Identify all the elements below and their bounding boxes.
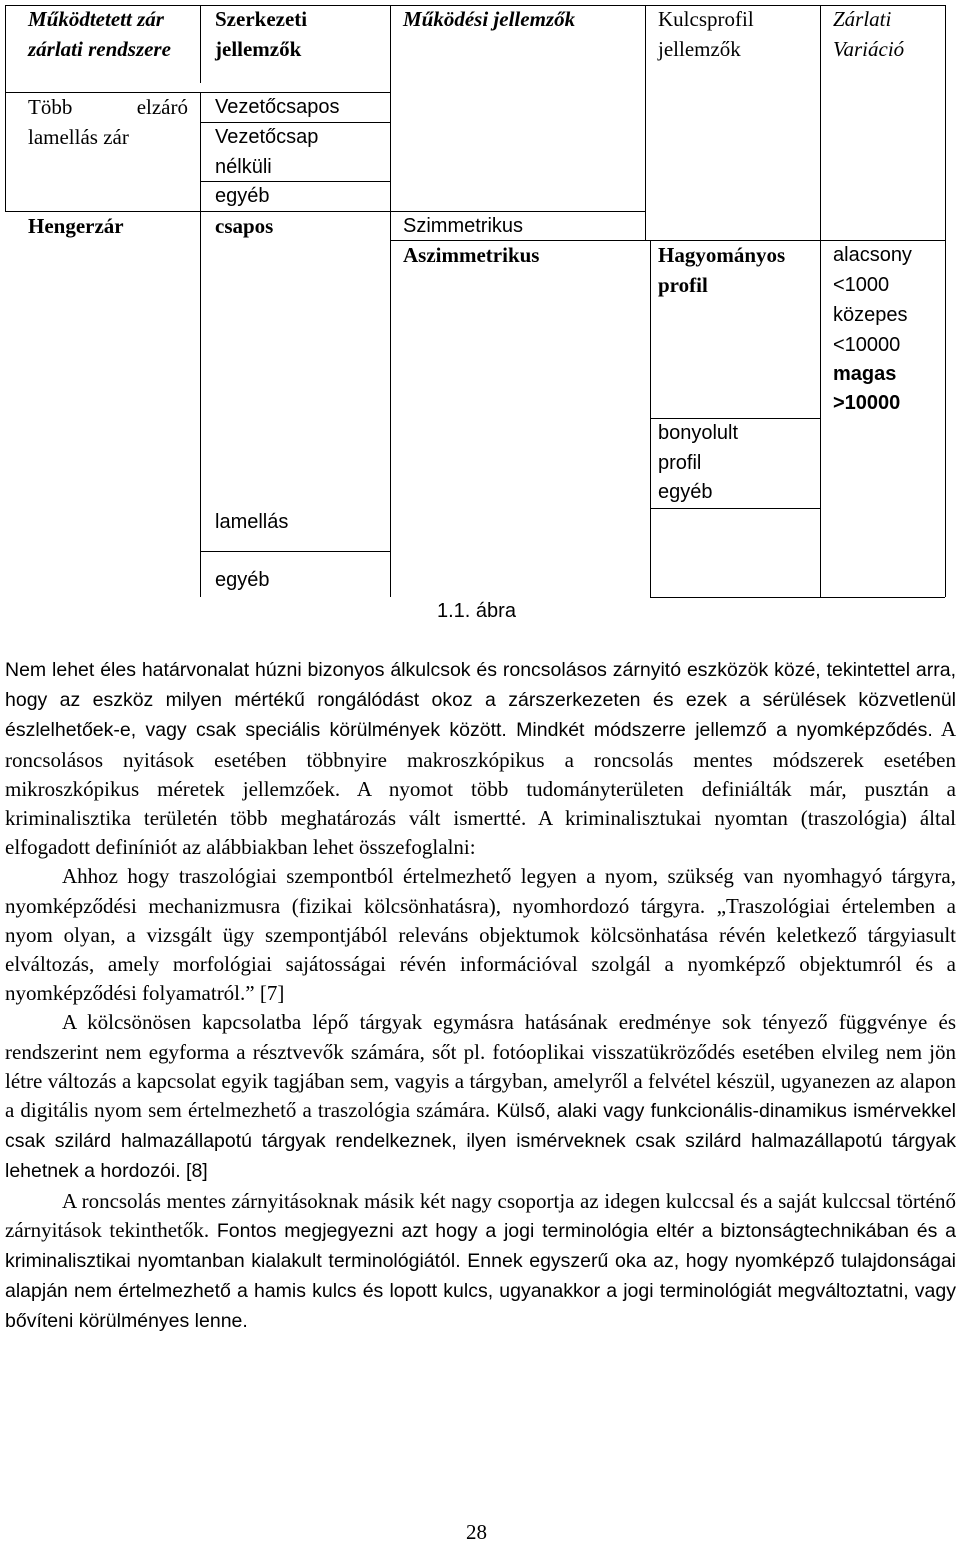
cell-tobb-elzaro: Több elzáró lamellás zár bbox=[28, 95, 188, 149]
body-text bbox=[5, 655, 956, 1337]
cell-lamellas: lamellás bbox=[215, 511, 289, 533]
paragraph-4b: Fontos megjegyezni azt hogy a jogi terminológia eltér a biztonságtechnikában és a kriminalisztikai nyomtanban kialakult terminológiától. Ennek egyszerű oka az, hogy nyomképző tulajdonságai alapján nem értelmezhető a hamis kulcs és lopott kulcs, ugyanakkor a jogi terminológiát megváltoztatni, vagy bővíteni körülményes lenne. bbox=[5, 1219, 956, 1333]
header-col5: Zárlati Variáció bbox=[833, 7, 905, 61]
cell-bonyolult-profil: bonyolult profil bbox=[658, 422, 739, 474]
cell-vezetocsap-nelkuli: Vezetőcsap nélküli bbox=[215, 126, 319, 178]
paragraph-4 bbox=[5, 1187, 956, 1337]
paragraph-3a: A kölcsönösen kapcsolatba lépő tárgyak egymásra hatásának eredménye sok tényező függvénye és rendszerint nem egyforma a résztvevők számára, sőt pl. bbox=[5, 1010, 956, 1064]
cell-szimmetrikus: Szimmetrikus bbox=[403, 215, 524, 237]
paragraph-4a: A roncsolás mentes zárnyitásoknak másik két nagy csoportja az idegen kulccsal és a saját kulccsal történő zárnyitások tekinthetők. bbox=[5, 1188, 956, 1242]
cell-magas-value: >10000 bbox=[833, 392, 901, 414]
header-col1: Működtetett zár zárlati rendszere bbox=[28, 7, 171, 61]
paragraph-2: Ahhoz hogy traszológiai szempontból értelmezhető legyen a nyom, szükség van nyomhagyó tárgyra, nyomképződési mechanizmusra (fizikai kölcsönhatásra), nyomhordozó tárgyra. „Traszológiai értelemben a nyom olyan, a vizsgált ügy szempontjából releváns objektumok kölcsönhatása révén keletkező tárgyiasult elváltozás, amely morfológiai sajátosságai révén információval szolgál a nyomképző objektumról és a nyomképződési folyamatról.” [7] bbox=[5, 864, 956, 1006]
cell-aszimmetrikus: Aszimmetrikus bbox=[403, 243, 540, 267]
cell-kozepes: közepes <10000 bbox=[833, 304, 908, 356]
cell-hagyomanyos-profil: Hagyományos profil bbox=[658, 243, 786, 297]
paragraph-1-sans: Nem lehet éles határvonalat húzni bizonyos álkulcsok és roncsolásos zárnyitó eszközök közé, tekintettel arra, hogy az eszköz milyen mértékű rongálódást okoz a zárszerkezeten és ezek a sérülések közvetlenül észlelhetőek-e, vagy csak speciális körülmények között. Mindkét módszerre jellemző a nyomképződés. bbox=[5, 659, 956, 742]
lock-classification-table bbox=[0, 0, 960, 600]
cell-magas-label: magas bbox=[833, 363, 897, 385]
header-col2: Szerkezeti jellemzők bbox=[215, 7, 308, 61]
figure-caption: 1.1. ábra bbox=[437, 600, 516, 622]
paragraph-3 bbox=[5, 1008, 956, 1186]
paragraph-1-serif: A roncsolásos nyitások esetében többnyire makroszkópikus a roncsolás mentes módszerek esetében mikroszkópikus méretek jellemzőek. A nyomot több tudományterületen definiálták már, pusztán a kriminalisztika területén több meghatározás vált ismertté. A kriminalisztukai nyomtan (traszológia) által elfogadott definíniót az alábbiakban lehet összefoglalni: bbox=[5, 717, 956, 860]
cell-csapos: csapos bbox=[215, 214, 274, 238]
cell-egyeb-2: egyéb bbox=[215, 569, 270, 591]
header-col3: Működési jellemzők bbox=[403, 7, 576, 31]
cell-alacsony: alacsony <1000 bbox=[833, 244, 912, 296]
paragraph-3b: fotóoplikai visszatükröződés esetében elvileg nem jön létre változás a kapcsolat egyik tagjában sem, vagyis a tárgyban, amelyről a felvétel készül, ugyanezen az alapon a digitális nyom sem értelmezhető a traszológia számára. bbox=[5, 1039, 956, 1123]
cell-egyeb-1: egyéb bbox=[215, 185, 270, 207]
header-col4: Kulcsprofil jellemzők bbox=[658, 7, 754, 61]
cell-hengerzar: Hengerzár bbox=[28, 214, 124, 238]
paragraph-3c: Külső, alaki vagy funkcionális-dinamikus ismérvekkel csak szilárd halmazállapotú tárgyak rendelkeznek, ilyen ismérveknek csak szilárd halmazállapotú tárgyak lehetnek a hordozói. [8] bbox=[5, 1100, 957, 1183]
paragraph-1 bbox=[5, 655, 956, 862]
cell-egyeb-profil: egyéb bbox=[658, 481, 713, 503]
page-number: 28 bbox=[466, 1520, 487, 1544]
cell-vezetocsapos: Vezetőcsapos bbox=[215, 96, 340, 118]
